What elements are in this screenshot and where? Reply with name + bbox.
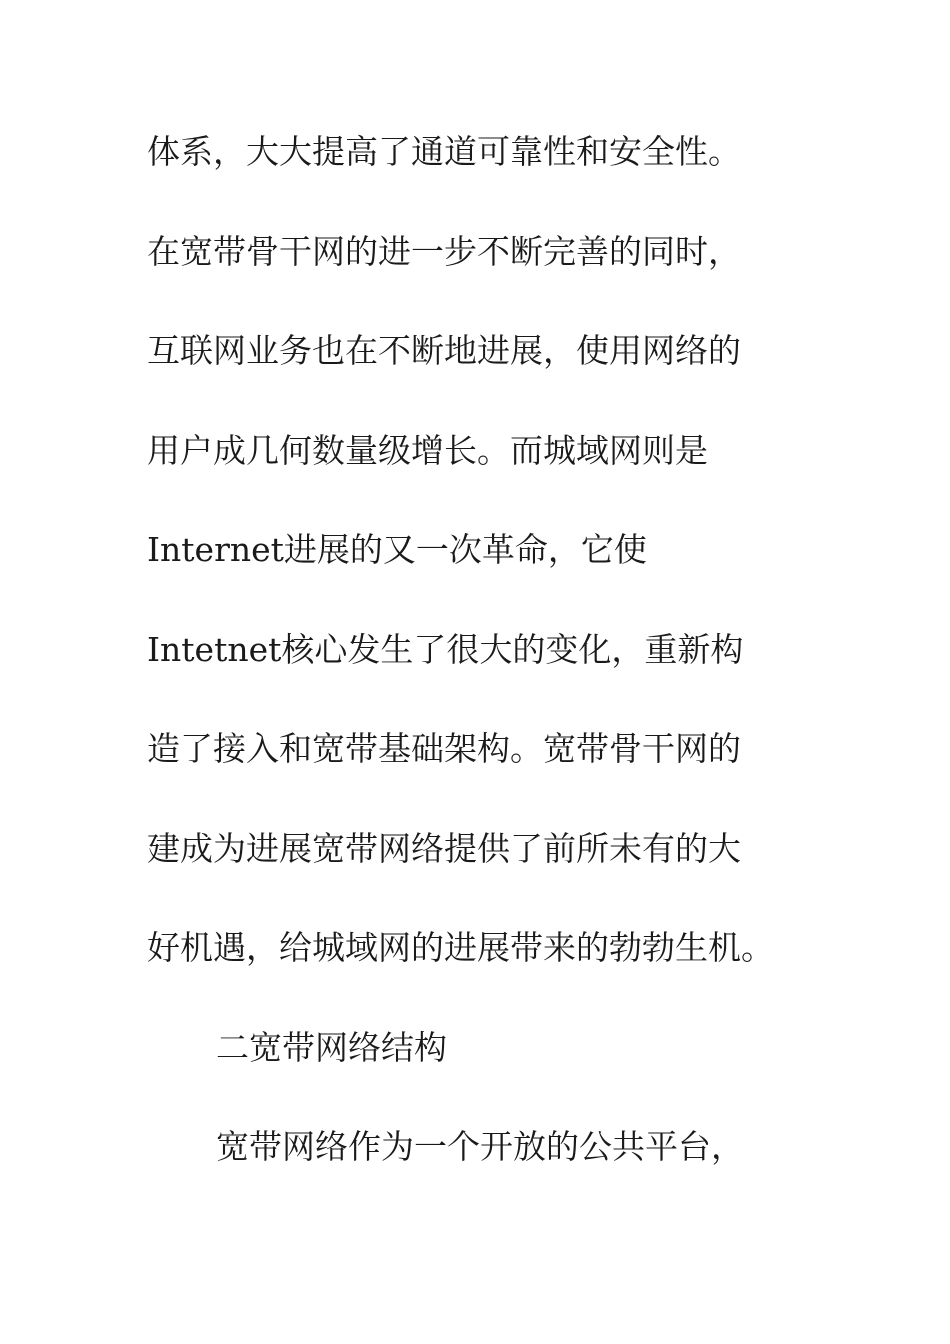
- text-line: 建成为进展宽带网络提供了前所未有的大: [147, 829, 741, 868]
- paragraph-first-line: 宽带网络作为一个开放的公共平台，: [216, 1127, 744, 1166]
- text-line: 互联网业务也在不断地进展，使用网络的: [147, 331, 741, 370]
- text-line: 好机遇，给城域网的进展带来的勃勃生机。: [147, 928, 774, 967]
- text-line: 体系，大大提高了通道可靠性和安全性。: [147, 132, 741, 171]
- section-heading: 二宽带网络结构: [216, 1028, 447, 1067]
- text-line: Internet进展的又一次革命，它使: [147, 530, 647, 569]
- text-line: 在宽带骨干网的进一步不断完善的同时，: [147, 232, 741, 271]
- text-line: Intetnet核心发生了很大的变化，重新构: [147, 630, 744, 669]
- text-line: 造了接入和宽带基础架构。宽带骨干网的: [147, 729, 741, 768]
- text-line: 用户成几何数量级增长。而城域网则是: [147, 431, 708, 470]
